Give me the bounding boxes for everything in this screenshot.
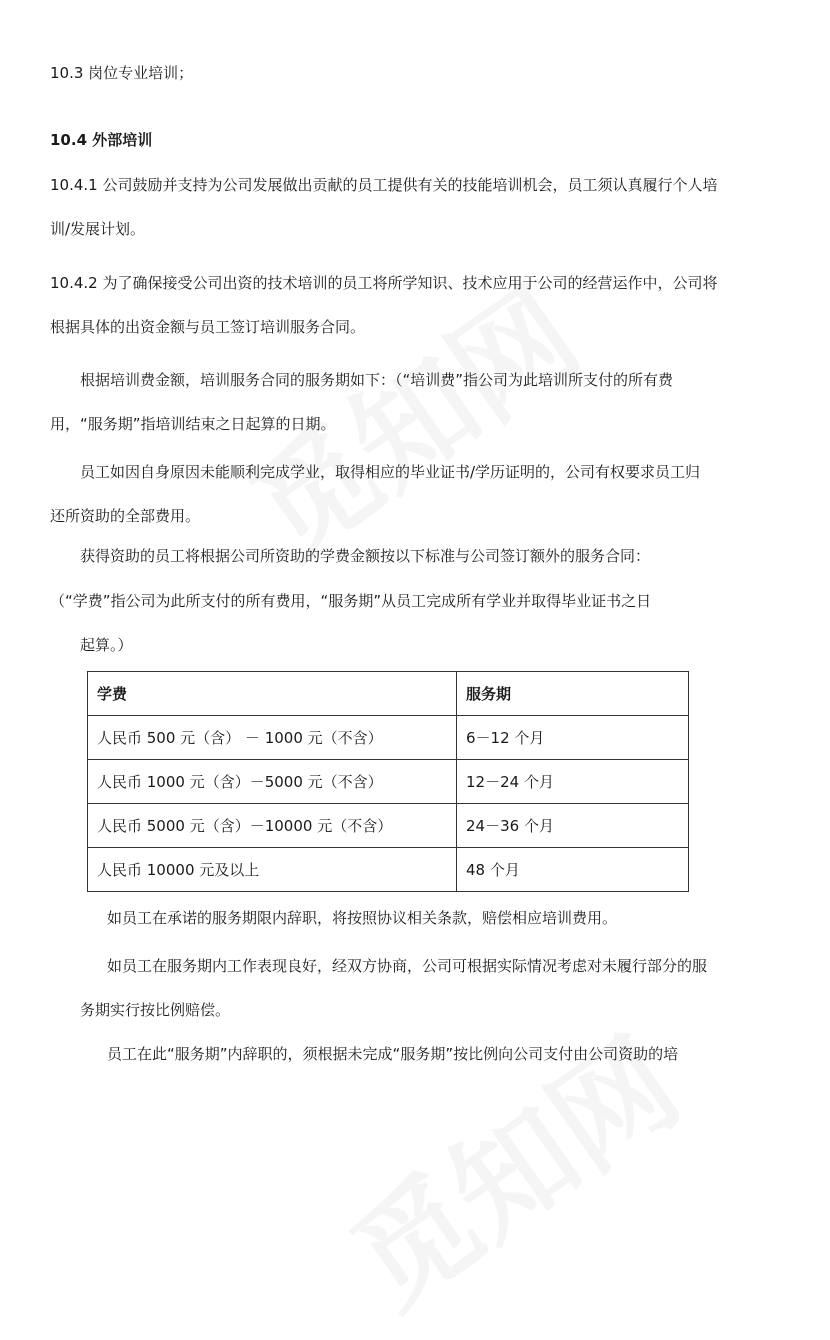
table-row [88, 716, 689, 760]
training-fee-paragraph-line2: 用，“服务期”指培训结束之日起算的日期。 [50, 415, 336, 433]
tuition-paragraph: 获得资助的员工将根据公司所资助的学费金额按以下标准与公司签订额外的服务合同： [80, 547, 651, 565]
table-cell-tuition: 人民币 5000 元（含）－10000 元（不含） [88, 804, 457, 848]
refund-paragraph-line2: 还所资助的全部费用。 [50, 507, 201, 525]
table-cell-tuition: 人民币 1000 元（含）－5000 元（不含） [88, 760, 457, 804]
training-fee-paragraph-line1: 根据培训费金额，培训服务合同的服务期如下：（“培训费”指公司为此培训所支付的所有费 [80, 371, 674, 389]
table-row [88, 760, 689, 804]
section-10-4-2-line1: 10.4.2 为了确保接受公司出资的技术培训的员工将所学知识、技术应用于公司的经营运作中，公司将 [50, 274, 718, 292]
tuition-note-line2: 起算。） [80, 636, 133, 654]
tuition-service-table [87, 671, 689, 892]
table-header-service-period: 服务期 [457, 672, 689, 716]
table-cell-tuition: 人民币 500 元（含） － 1000 元（不含） [88, 716, 457, 760]
service-period-paragraph: 员工在此“服务期”内辞职的，须根据未完成“服务期”按比例向公司支付由公司资助的培 [107, 1045, 679, 1063]
table-cell-tuition: 人民币 10000 元及以上 [88, 848, 457, 892]
performance-paragraph-line1: 如员工在服务期内工作表现良好，经双方协商，公司可根据实际情况考虑对未履行部分的服 [107, 957, 708, 975]
performance-paragraph-line2: 务期实行按比例赔偿。 [80, 1001, 231, 1019]
section-10-4-1-line2: 训/发展计划。 [50, 220, 146, 238]
section-10-4-2-line2: 根据具体的出资金额与员工签订培训服务合同。 [50, 318, 366, 336]
table-cell-period: 6－12 个月 [457, 716, 689, 760]
table-row [88, 804, 689, 848]
resign-paragraph: 如员工在承诺的服务期限内辞职，将按照协议相关条款，赔偿相应培训费用。 [107, 909, 618, 927]
table-cell-period: 24－36 个月 [457, 804, 689, 848]
refund-paragraph-line1: 员工如因自身原因未能顺利完成学业，取得相应的毕业证书/学历证明的，公司有权要求员工归 [80, 463, 701, 481]
section-10-4-1-line1: 10.4.1 公司鼓励并支持为公司发展做出贡献的员工提供有关的技能培训机会，员工须认真履行个人培 [50, 176, 718, 194]
section-10-3: 10.3 岗位专业培训； [50, 64, 194, 82]
table-cell-period: 48 个月 [457, 848, 689, 892]
table-cell-period: 12－24 个月 [457, 760, 689, 804]
tuition-note-line1: （“学费”指公司为此所支付的所有费用，“服务期”从员工完成所有学业并取得毕业证书之日 [50, 592, 652, 610]
section-10-4-heading: 10.4 外部培训 [50, 131, 153, 149]
table-row [88, 848, 689, 892]
table-header-tuition: 学费 [88, 672, 457, 716]
table-header-row [88, 672, 689, 716]
